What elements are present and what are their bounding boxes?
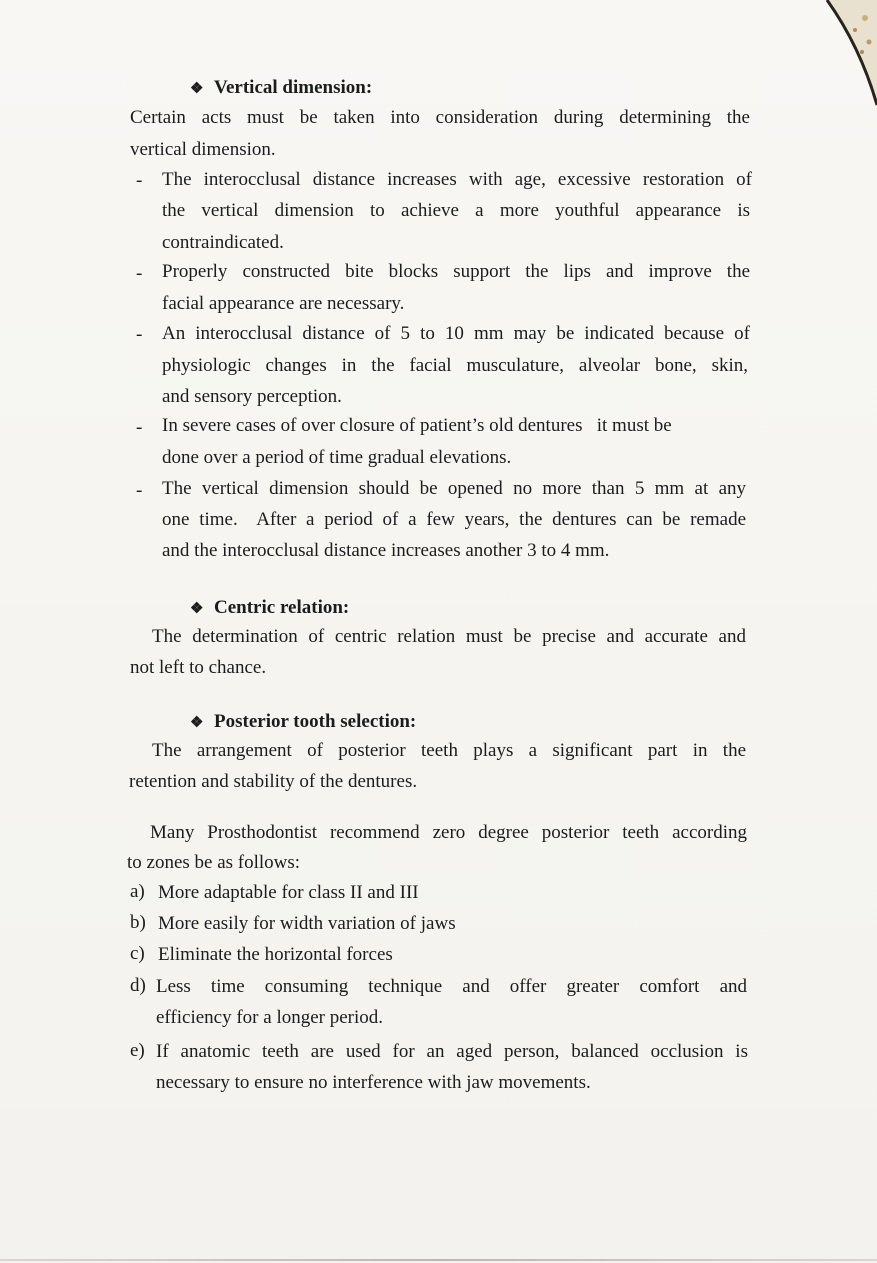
list-item-d-line-1: Less time consuming technique and offer greater comfort and <box>156 976 747 997</box>
list-item-e-line-2: necessary to ensure no interference with jaw movements. <box>156 1072 591 1093</box>
bullet-2-line-1: Properly constructed bite blocks support the lips and improve the <box>162 261 750 282</box>
diamond-bullet-icon: ❖ <box>190 81 204 97</box>
bullet-5-line-2: one time. After a period of a few years, the dentures can be remade <box>162 509 746 530</box>
bullet-2-line-2: facial appearance are necessary. <box>162 293 405 314</box>
centric-body-line-1: The determination of centric relation must be precise and accurate and <box>152 626 746 647</box>
bullet-4-line-2: done over a period of time gradual elevations. <box>162 447 512 468</box>
vertical-intro-line-2: vertical dimension. <box>130 139 276 160</box>
bullet-5-line-3: and the interocclusal distance increases another 3 to 4 mm. <box>162 540 610 561</box>
list-item-e-line-1: If anatomic teeth are used for an aged person, balanced occlusion is <box>156 1041 748 1062</box>
list-item-b: More easily for width variation of jaws <box>158 913 456 934</box>
list-marker: e) <box>130 1040 145 1061</box>
list-marker: b) <box>130 912 146 933</box>
dash-bullet-icon: - <box>136 324 143 345</box>
list-item-c: Eliminate the horizontal forces <box>158 944 393 965</box>
posterior-body-line-1: The arrangement of posterior teeth plays a significant part in the <box>152 740 746 761</box>
posterior-body-line-2: retention and stability of the dentures. <box>129 771 418 792</box>
diamond-bullet-icon: ❖ <box>190 715 204 731</box>
posterior-para2-line-1: Many Prosthodontist recommend zero degree posterior teeth according <box>150 822 747 843</box>
page-bottom-edge <box>0 1259 877 1261</box>
vertical-intro-line-1: Certain acts must be taken into consideration during determining the <box>130 107 750 128</box>
dash-bullet-icon: - <box>136 417 143 438</box>
bullet-1-line-3: contraindicated. <box>162 232 284 253</box>
bullet-1-line-1: The interocclusal distance increases with age, excessive restoration of <box>162 169 752 190</box>
centric-relation-heading: ❖ Centric relation: <box>190 596 349 621</box>
dash-bullet-icon: - <box>136 263 143 284</box>
diamond-bullet-icon: ❖ <box>190 601 204 617</box>
bullet-3-line-3: and sensory perception. <box>162 386 342 407</box>
list-marker: d) <box>130 975 146 996</box>
posterior-tooth-heading: ❖ Posterior tooth selection: <box>190 710 416 735</box>
list-marker: c) <box>130 943 145 964</box>
posterior-para2-line-2: to zones be as follows: <box>127 852 301 873</box>
bullet-3-line-2: physiologic changes in the facial musculature, alveolar bone, skin, <box>162 355 748 376</box>
bullet-3-line-1: An interocclusal distance of 5 to 10 mm may be indicated because of <box>162 323 750 344</box>
dash-bullet-icon: - <box>136 170 143 191</box>
list-marker: a) <box>130 881 145 902</box>
dash-bullet-icon: - <box>136 480 143 501</box>
list-item-a: More adaptable for class II and III <box>158 882 419 903</box>
bullet-5-line-1: The vertical dimension should be opened no more than 5 mm at any <box>162 478 746 499</box>
bullet-4-line-1: In severe cases of over closure of patient’s old dentures it must be <box>162 415 672 436</box>
list-item-d-line-2: efficiency for a longer period. <box>156 1007 384 1028</box>
bullet-1-line-2: the vertical dimension to achieve a more youthful appearance is <box>162 200 750 221</box>
centric-body-line-2: not left to chance. <box>130 657 267 678</box>
vertical-dimension-heading: ❖ Vertical dimension: <box>190 76 372 101</box>
